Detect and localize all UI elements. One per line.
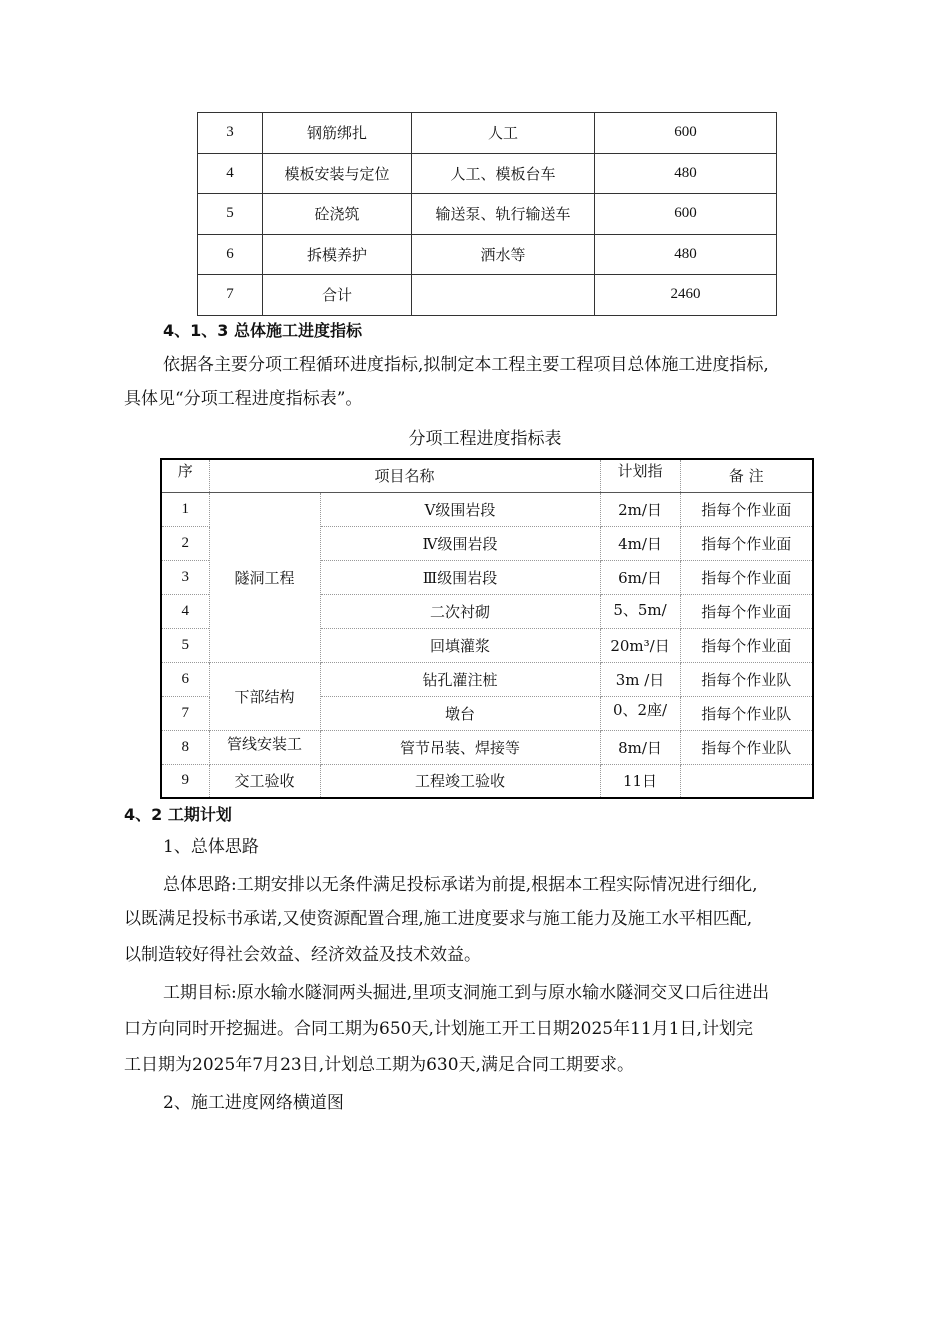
row-plan: 5、5m/ [600, 594, 680, 628]
row-remark: 指每个作业面 [680, 628, 813, 662]
row-seq: 5 [198, 194, 263, 235]
table-row [198, 194, 777, 235]
row-value: 480 [595, 153, 777, 194]
row-seq: 6 [161, 662, 209, 696]
row-equipment: 人工 [412, 113, 595, 154]
table-caption: 分项工程进度指标表 [408, 429, 562, 449]
paragraph-line: 工日期为2025年7月23日,计划总工期为630天,满足合同工期要求。 [124, 1055, 634, 1075]
row-process: 砼浇筑 [263, 194, 412, 235]
section-heading: 4、2 工期计划 [124, 805, 232, 824]
row-remark: 指每个作业队 [680, 662, 813, 696]
header-name: 项目名称 [209, 459, 600, 492]
row-seq: 1 [161, 492, 209, 526]
row-plan: 20m³/日 [600, 628, 680, 662]
table-row [198, 275, 777, 316]
paragraph-line: 以既满足投标书承诺,又使资源配置合理,施工进度要求与施工能力及施工水平相匹配, [124, 909, 753, 929]
table-row [198, 234, 777, 275]
section-heading: 4、1、3 总体施工进度指标 [163, 321, 362, 340]
row-plan: 8m/日 [600, 730, 680, 764]
group-tunnel: 隧洞工程 [209, 492, 320, 662]
row-equipment: 输送泵、轨行输送车 [412, 194, 595, 235]
row-plan: 6m/日 [600, 560, 680, 594]
row-equipment: 人工、模板台车 [412, 153, 595, 194]
row-seq: 4 [161, 594, 209, 628]
row-value: 600 [595, 113, 777, 154]
paragraph-line: 具体见“分项工程进度指标表”。 [124, 389, 363, 409]
paragraph-line: 依据各主要分项工程循环进度指标,拟制定本工程主要工程项目总体施工进度指标, [163, 355, 769, 375]
row-process: 钢筋绑扎 [263, 113, 412, 154]
row-remark: 指每个作业面 [680, 526, 813, 560]
row-item: Ⅲ级围岩段 [320, 560, 600, 594]
row-process: 模板安装与定位 [263, 153, 412, 194]
subheading: 1、总体思路 [163, 837, 259, 857]
row-value: 600 [595, 194, 777, 235]
resource-table [197, 112, 777, 316]
row-seq: 9 [161, 764, 209, 798]
row-process: 拆模养护 [263, 234, 412, 275]
row-item: 工程竣工验收 [320, 764, 600, 798]
row-item: 二次衬砌 [320, 594, 600, 628]
paragraph-line: 口方向同时开挖掘进。合同工期为650天,计划施工开工日期2025年11月1日,计划完 [124, 1019, 753, 1039]
row-plan: 0、2座/ [600, 696, 680, 730]
row-seq: 8 [161, 730, 209, 764]
row-remark: 指每个作业队 [680, 696, 813, 730]
group-handover: 交工验收 [209, 764, 320, 798]
row-process: 合计 [263, 275, 412, 316]
row-item: 管节吊装、焊接等 [320, 730, 600, 764]
row-plan: 11日 [600, 764, 680, 798]
row-seq: 4 [198, 153, 263, 194]
row-item: 回填灌浆 [320, 628, 600, 662]
header-remark: 备 注 [680, 459, 813, 492]
row-seq: 2 [161, 526, 209, 560]
row-remark: 指每个作业面 [680, 594, 813, 628]
row-seq: 5 [161, 628, 209, 662]
row-plan: 4m/日 [600, 526, 680, 560]
row-item: Ⅴ级围岩段 [320, 492, 600, 526]
row-equipment: 洒水等 [412, 234, 595, 275]
row-item: Ⅳ级围岩段 [320, 526, 600, 560]
row-plan: 3m /日 [600, 662, 680, 696]
row-seq: 7 [198, 275, 263, 316]
table-row [198, 153, 777, 194]
paragraph-line: 以制造较好得社会效益、经济效益及技术效益。 [124, 945, 481, 965]
group-substructure: 下部结构 [209, 662, 320, 730]
table-row [198, 113, 777, 154]
row-seq: 3 [198, 113, 263, 154]
subheading: 2、施工进度网络横道图 [163, 1093, 344, 1113]
row-remark [680, 764, 813, 798]
paragraph-line: 总体思路:工期安排以无条件满足投标承诺为前提,根据本工程实际情况进行细化, [163, 875, 758, 895]
header-plan: 计划指 [600, 459, 680, 492]
table-row [161, 662, 813, 696]
row-value: 480 [595, 234, 777, 275]
row-plan: 2m/日 [600, 492, 680, 526]
row-seq: 6 [198, 234, 263, 275]
table-row [161, 764, 813, 798]
row-value: 2460 [595, 275, 777, 316]
row-equipment [412, 275, 595, 316]
table-header-row [161, 459, 813, 492]
row-item: 钻孔灌注桩 [320, 662, 600, 696]
row-seq: 7 [161, 696, 209, 730]
row-remark: 指每个作业面 [680, 560, 813, 594]
row-item: 墩台 [320, 696, 600, 730]
table-row [161, 730, 813, 764]
table-row [161, 492, 813, 526]
group-pipeline: 管线安装工 [209, 730, 320, 764]
header-seq: 序 [161, 459, 209, 492]
row-remark: 指每个作业队 [680, 730, 813, 764]
row-remark: 指每个作业面 [680, 492, 813, 526]
paragraph-line: 工期目标:原水输水隧洞两头掘进,里项支洞施工到与原水输水隧洞交叉口后往进出 [163, 983, 770, 1003]
progress-indicator-table [160, 458, 814, 799]
row-seq: 3 [161, 560, 209, 594]
